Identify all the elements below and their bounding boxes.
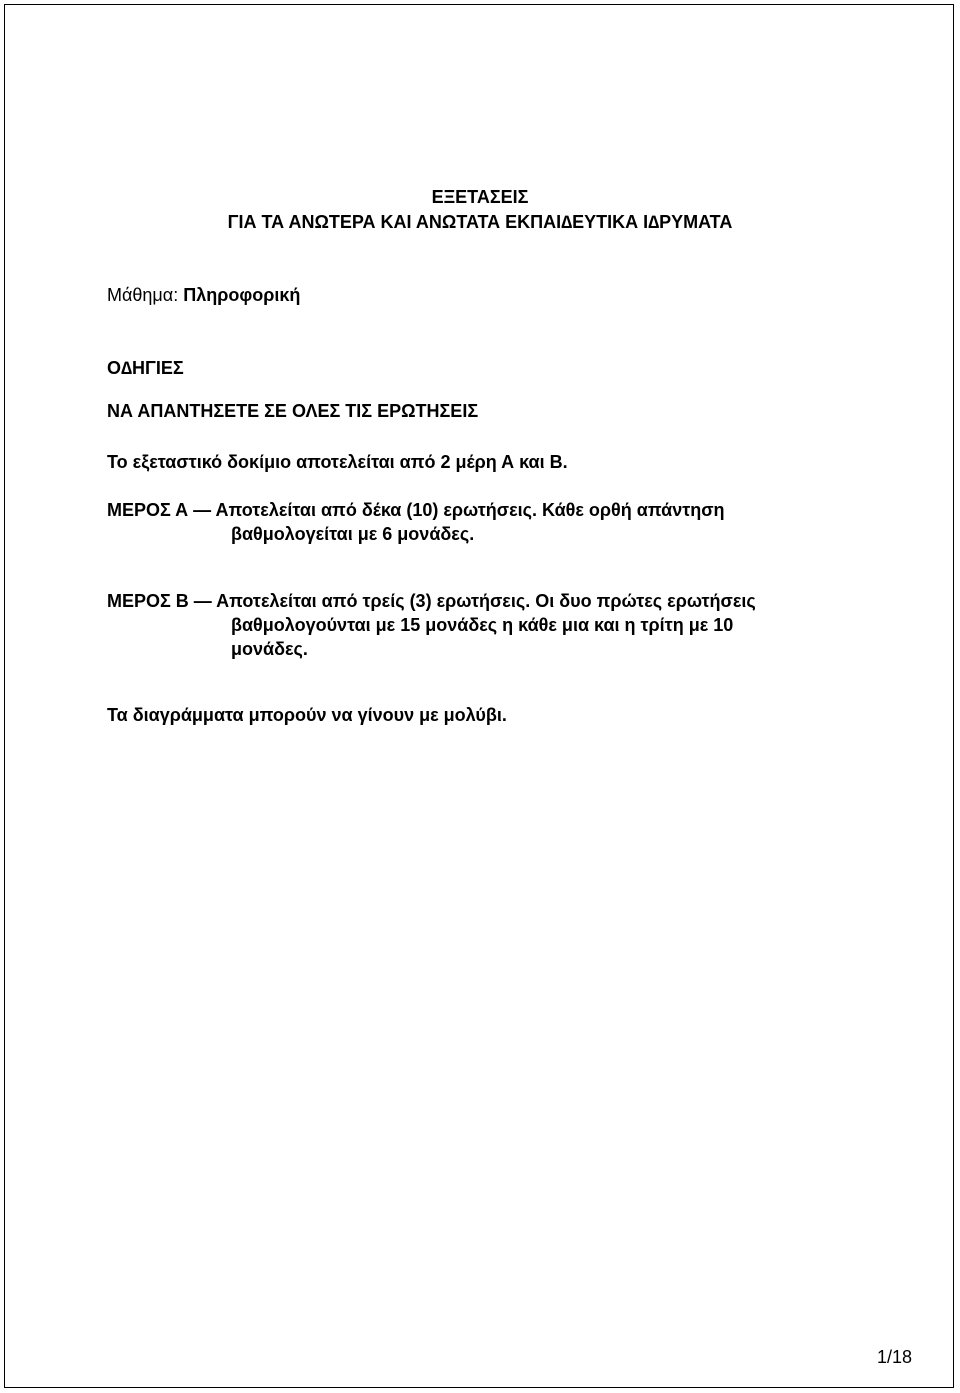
instructions-heading: Ο∆ΗΓΙΕΣ — [107, 358, 184, 378]
part-b-line3: μονάδες. — [231, 639, 308, 659]
subject-value: Πληροφορική — [183, 285, 301, 305]
exam-title-line2: ΓΙΑ ΤΑ ΑΝΩΤΕΡΑ ΚΑΙ ΑΝΩΤΑΤΑ ΕΚΠΑΙ∆ΕΥΤΙΚΑ Ι∆ΡΥΜΑΤΑ — [227, 212, 733, 232]
part-b-description — [107, 589, 847, 661]
part-b-line1: ΜΕΡΟΣ Β — Αποτελείται από τρείς (3) ερωτήσεις. Οι δυο πρώτες ερωτήσεις — [107, 591, 756, 611]
pencil-note: Τα διαγράμματα μπορούν να γίνουν με μολύβι. — [107, 705, 507, 725]
page-number: 1/18 — [876, 1347, 912, 1367]
subject-label: Μάθημα: — [107, 285, 179, 305]
exam-structure: Το εξεταστικό δοκίμιο αποτελείται από 2 μέρη Α και Β. — [107, 452, 568, 472]
answer-all-instruction: ΝΑ ΑΠΑΝΤΗΣΕΤΕ ΣΕ ΟΛΕΣ ΤΙΣ ΕΡΩΤΗΣΕΙΣ — [107, 401, 479, 421]
part-a-line2: βαθμολογείται με 6 μονάδες. — [231, 524, 475, 544]
part-a-line1: ΜΕΡΟΣ Α — Αποτελείται από δέκα (10) ερωτήσεις. Κάθε ορθή απάντηση — [107, 500, 725, 520]
exam-title-line1: ΕΞΕΤΑΣΕΙΣ — [431, 187, 529, 207]
subject-line — [107, 284, 300, 306]
part-b-line2: βαθμολογούνται με 15 μονάδες η κάθε μια και η τρίτη με 10 — [231, 615, 734, 635]
part-a-description — [107, 498, 847, 546]
